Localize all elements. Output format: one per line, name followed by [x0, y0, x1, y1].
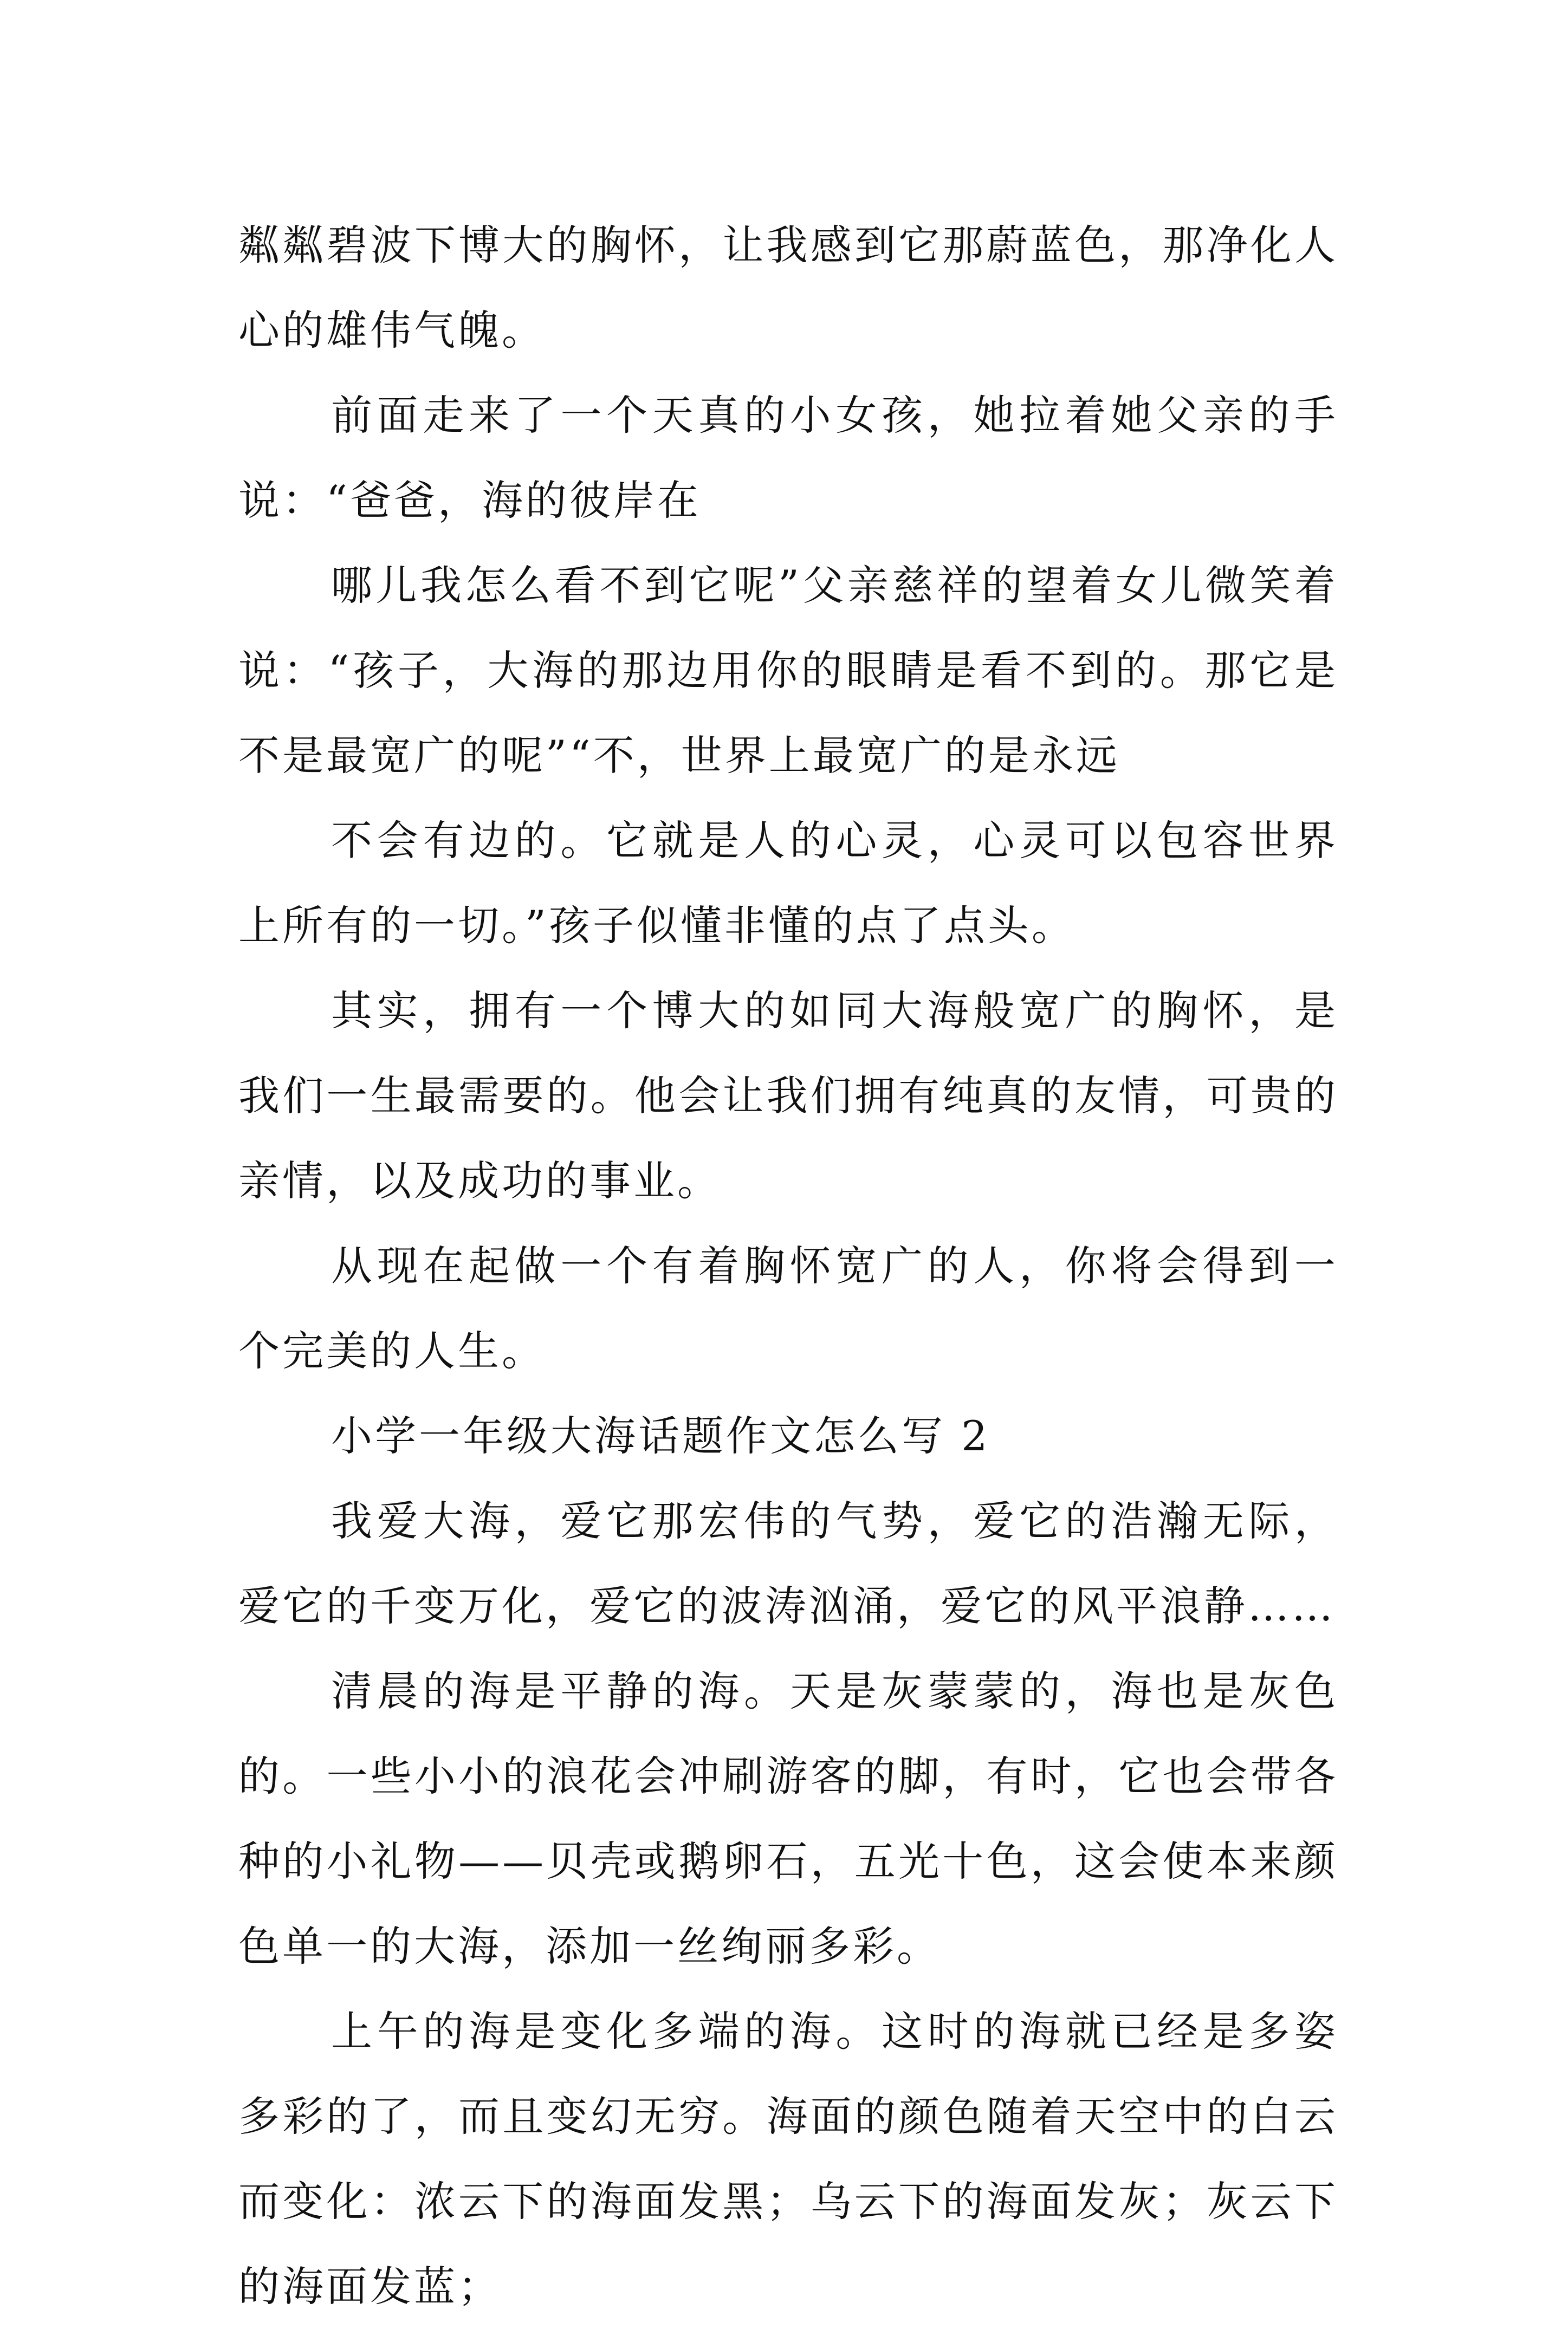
- document-body: [238, 203, 1338, 2329]
- paragraph-3: 哪儿我怎么看不到它呢”父亲慈祥的望着女儿微笑着说：“孩子，大海的那边用你的眼睛是看不到的。那它是不是最宽广的呢”“不，世界上最宽广的是永远: [238, 561, 1338, 780]
- paragraph-5: 其实，拥有一个博大的如同大海般宽广的胸怀，是我们一生最需要的。他会让我们拥有纯真的友情，可贵的亲情，以及成功的事业。: [238, 987, 1338, 1205]
- paragraph-7: 我爱大海，爱它那宏伟的气势，爱它的浩瀚无际，爱它的千变万化，爱它的波涛汹涌，爱它的风平浪静……: [238, 1497, 1338, 1630]
- paragraph-1: 粼粼碧波下博大的胸怀，让我感到它那蔚蓝色，那净化人心的雄伟气魄。: [238, 221, 1338, 354]
- paragraph-8: 清晨的海是平静的海。天是灰蒙蒙的，海也是灰色的。一些小小的浪花会冲刷游客的脚，有时，它也会带各种的小礼物——贝壳或鹅卵石，五光十色，这会使本来颜色单一的大海，添加一丝绚丽多彩。: [238, 1667, 1338, 1970]
- section-heading: 小学一年级大海话题作文怎么写 2: [331, 1412, 990, 1460]
- paragraph-6: 从现在起做一个有着胸怀宽广的人，你将会得到一个完美的人生。: [238, 1242, 1338, 1375]
- paragraph-2: 前面走来了一个天真的小女孩，她拉着她父亲的手说：“爸爸，海的彼岸在: [238, 391, 1338, 524]
- paragraph-4: 不会有边的。它就是人的心灵，心灵可以包容世界上所有的一切。”孩子似懂非懂的点了点头。: [238, 816, 1338, 950]
- paragraph-9: 上午的海是变化多端的海。这时的海就已经是多姿多彩的了，而且变幻无穷。海面的颜色随着天空中的白云而变化：浓云下的海面发黑；乌云下的海面发灰；灰云下的海面发蓝；: [238, 2007, 1338, 2311]
